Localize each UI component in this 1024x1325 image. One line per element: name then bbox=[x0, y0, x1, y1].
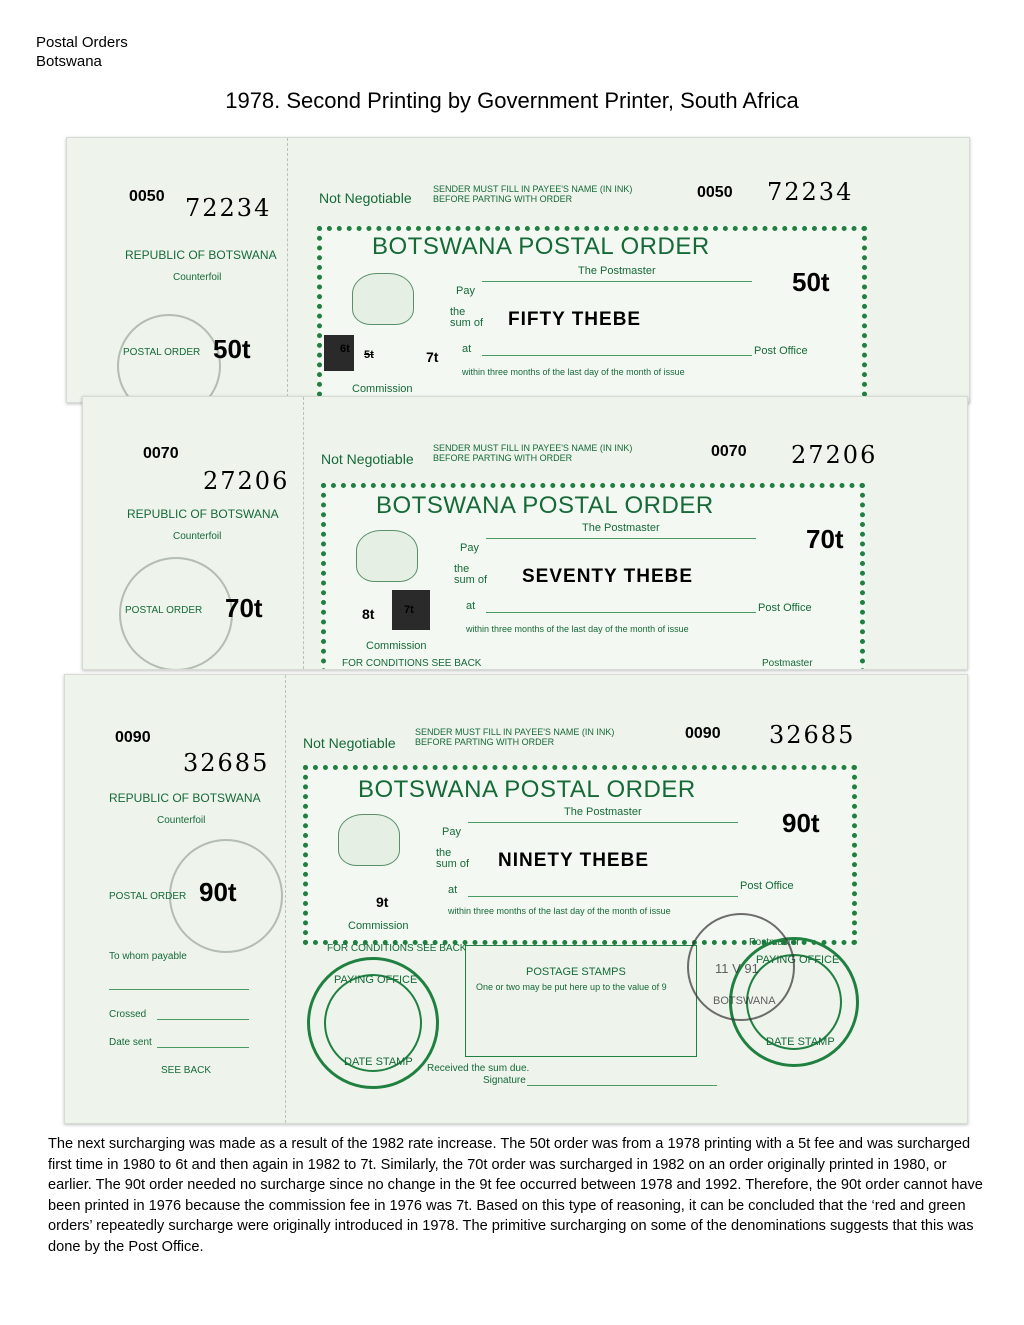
date-sent-label: Date sent bbox=[109, 1037, 152, 1048]
postal-order-label: POSTAL ORDER bbox=[123, 347, 201, 358]
fee-original: 5t bbox=[364, 349, 374, 361]
order-number: 32685 bbox=[769, 721, 856, 749]
counterfoil-number: 27206 bbox=[203, 467, 290, 495]
page-title: 1978. Second Printing by Government Printer, South Africa bbox=[225, 88, 799, 113]
signature-label: Signature bbox=[483, 1075, 526, 1086]
counterfoil-denomination: 50t bbox=[213, 334, 251, 364]
commission-label: Commission bbox=[348, 920, 409, 932]
counterfoil-serial: 0070 bbox=[143, 445, 179, 462]
at-label: at bbox=[448, 884, 458, 896]
counterfoil-denomination: 70t bbox=[225, 593, 263, 623]
order-serial: 0050 bbox=[697, 184, 733, 201]
order-panel bbox=[303, 765, 857, 945]
republic-label: REPUBLIC OF BOTSWANA bbox=[127, 507, 279, 521]
counterfoil-number: 72234 bbox=[185, 194, 272, 222]
counterfoil-number: 32685 bbox=[183, 749, 270, 777]
counterfoil-serial: 0090 bbox=[115, 729, 151, 746]
counterfoil-serial: 0050 bbox=[129, 188, 165, 205]
validity-note: within three months of the last day of the month of issue bbox=[466, 624, 689, 634]
order-number: 27206 bbox=[791, 441, 878, 469]
counterfoil-label: Counterfoil bbox=[173, 272, 222, 283]
postal-order-70t bbox=[82, 396, 968, 670]
postal-order-label: POSTAL ORDER bbox=[109, 891, 187, 902]
botswana-cds-postmark bbox=[687, 913, 795, 1021]
postmaster-label: The Postmaster bbox=[582, 522, 660, 534]
counterfoil-denomination: 90t bbox=[199, 877, 237, 907]
not-negotiable-label: Not Negotiable bbox=[321, 451, 414, 467]
header-line-1: Postal Orders bbox=[36, 34, 128, 51]
paying-office-date-stamp bbox=[307, 957, 439, 1089]
conditions-label: FOR CONDITIONS SEE BACK bbox=[342, 658, 482, 669]
not-negotiable-label: Not Negotiable bbox=[303, 735, 396, 751]
sum-of-label: the sum of bbox=[436, 847, 470, 870]
stamps-value-note: One or two may be put here up to the value of 9 bbox=[476, 982, 667, 992]
pay-label: Pay bbox=[460, 542, 479, 554]
order-panel bbox=[321, 483, 865, 670]
paying-office-text: PAYING OFFICE bbox=[334, 974, 418, 986]
received-label: Received the sum due. bbox=[427, 1063, 530, 1074]
postage-stamps-box bbox=[465, 945, 697, 1057]
postal-order-90t bbox=[64, 674, 968, 1124]
validity-note: within three months of the last day of the month of issue bbox=[448, 906, 671, 916]
order-denomination: 90t bbox=[782, 808, 820, 838]
republic-label: REPUBLIC OF BOTSWANA bbox=[125, 248, 277, 262]
fee-printed: 9t bbox=[376, 894, 389, 910]
order-serial: 0070 bbox=[711, 443, 747, 460]
postmaster-label: The Postmaster bbox=[578, 265, 656, 277]
to-whom-payable-label: To whom payable bbox=[109, 951, 187, 962]
crossed-label: Crossed bbox=[109, 1009, 147, 1020]
at-label: at bbox=[466, 600, 476, 612]
postal-order-label: POSTAL ORDER bbox=[125, 605, 203, 616]
postage-stamps-label: POSTAGE STAMPS bbox=[526, 966, 626, 978]
amount-in-words: SEVENTY THEBE bbox=[522, 566, 694, 587]
post-office-label: Post Office bbox=[754, 345, 808, 357]
date-stamp-text: DATE STAMP bbox=[344, 1056, 413, 1068]
order-title: BOTSWANA POSTAL ORDER bbox=[372, 233, 710, 260]
fee-surcharge: 6t bbox=[340, 343, 350, 355]
amount-in-words: NINETY THEBE bbox=[498, 850, 650, 871]
sender-note: SENDER MUST FILL IN PAYEE'S NAME (IN INK) BEFORE PARTING WITH ORDER bbox=[433, 443, 633, 463]
postmaster-signature-label: Postmaster bbox=[749, 937, 800, 948]
amount-in-words: FIFTY THEBE bbox=[508, 309, 642, 330]
sum-of-label: the sum of bbox=[454, 563, 488, 586]
pay-label: Pay bbox=[442, 826, 461, 838]
counterfoil bbox=[65, 675, 286, 1123]
botswana-crest-icon bbox=[356, 530, 418, 582]
postmark-circle bbox=[117, 314, 221, 403]
post-office-label: Post Office bbox=[758, 602, 812, 614]
fee-surcharge: 8t bbox=[362, 606, 375, 622]
botswana-crest-icon bbox=[352, 273, 414, 325]
order-denomination: 70t bbox=[806, 524, 844, 554]
not-negotiable-label: Not Negotiable bbox=[319, 190, 412, 206]
at-label: at bbox=[462, 343, 472, 355]
cds-date: 11 V 91 bbox=[715, 961, 759, 976]
date-stamp-text: DATE STAMP bbox=[766, 1036, 835, 1048]
fee-original: 7t bbox=[404, 604, 414, 616]
commission-label: Commission bbox=[352, 383, 413, 395]
postal-order-50t bbox=[66, 137, 970, 403]
commission-label: Commission bbox=[366, 640, 427, 652]
pay-label: Pay bbox=[456, 285, 475, 297]
order-number: 72234 bbox=[767, 178, 854, 206]
botswana-crest-icon bbox=[338, 814, 400, 866]
order-title: BOTSWANA POSTAL ORDER bbox=[376, 492, 714, 519]
order-title: BOTSWANA POSTAL ORDER bbox=[358, 776, 696, 803]
paying-office-text: PAYING OFFICE bbox=[756, 954, 840, 966]
sum-of-label: the sum of bbox=[450, 306, 484, 329]
validity-note: within three months of the last day of the month of issue bbox=[462, 367, 685, 377]
order-serial: 0090 bbox=[685, 725, 721, 742]
order-panel bbox=[317, 226, 867, 403]
fee-current: 7t bbox=[426, 349, 439, 365]
counterfoil bbox=[83, 397, 304, 669]
order-denomination: 50t bbox=[792, 267, 830, 297]
sender-note: SENDER MUST FILL IN PAYEE'S NAME (IN INK) BEFORE PARTING WITH ORDER bbox=[415, 727, 615, 747]
cds-botswana: BOTSWANA bbox=[713, 995, 776, 1007]
postmaster-signature-label: Postmaster bbox=[762, 658, 813, 669]
sender-note: SENDER MUST FILL IN PAYEE'S NAME (IN INK) BEFORE PARTING WITH ORDER bbox=[433, 184, 633, 204]
counterfoil-label: Counterfoil bbox=[173, 531, 222, 542]
republic-label: REPUBLIC OF BOTSWANA bbox=[109, 791, 261, 805]
conditions-label: FOR CONDITIONS SEE BACK bbox=[327, 943, 467, 954]
postmaster-label: The Postmaster bbox=[564, 806, 642, 818]
header-text bbox=[36, 33, 128, 71]
post-office-label: Post Office bbox=[740, 880, 794, 892]
counterfoil bbox=[67, 138, 288, 402]
counterfoil-label: Counterfoil bbox=[157, 815, 206, 826]
see-back-label: SEE BACK bbox=[161, 1065, 212, 1076]
body-paragraph: The next surcharging was made as a result of the 1982 rate increase. The 50t order was from a 1978 printing with a 5t fee and was surcharged first time in 1980 to 6t and then again in 1982 to 7t. Similarly, the 70t order was surcharged in 1982 on an order originally printed in 1980, or earlier. The 90t order needed no surcharge since no change in the 9t fee occurred between 1978 and 1992. Therefore, the 90t order cannot have been printed in 1976 because the commission fee in 1976 was 7t. Based on this type of reasoning, it can be concluded that the ‘red and green orders’ repeatedly surcharge were originally introduced in 1978. The primitive surcharging on some of the denominations suggests that this was done by the Post Office. bbox=[48, 1136, 983, 1255]
header-line-2: Botswana bbox=[36, 53, 102, 70]
